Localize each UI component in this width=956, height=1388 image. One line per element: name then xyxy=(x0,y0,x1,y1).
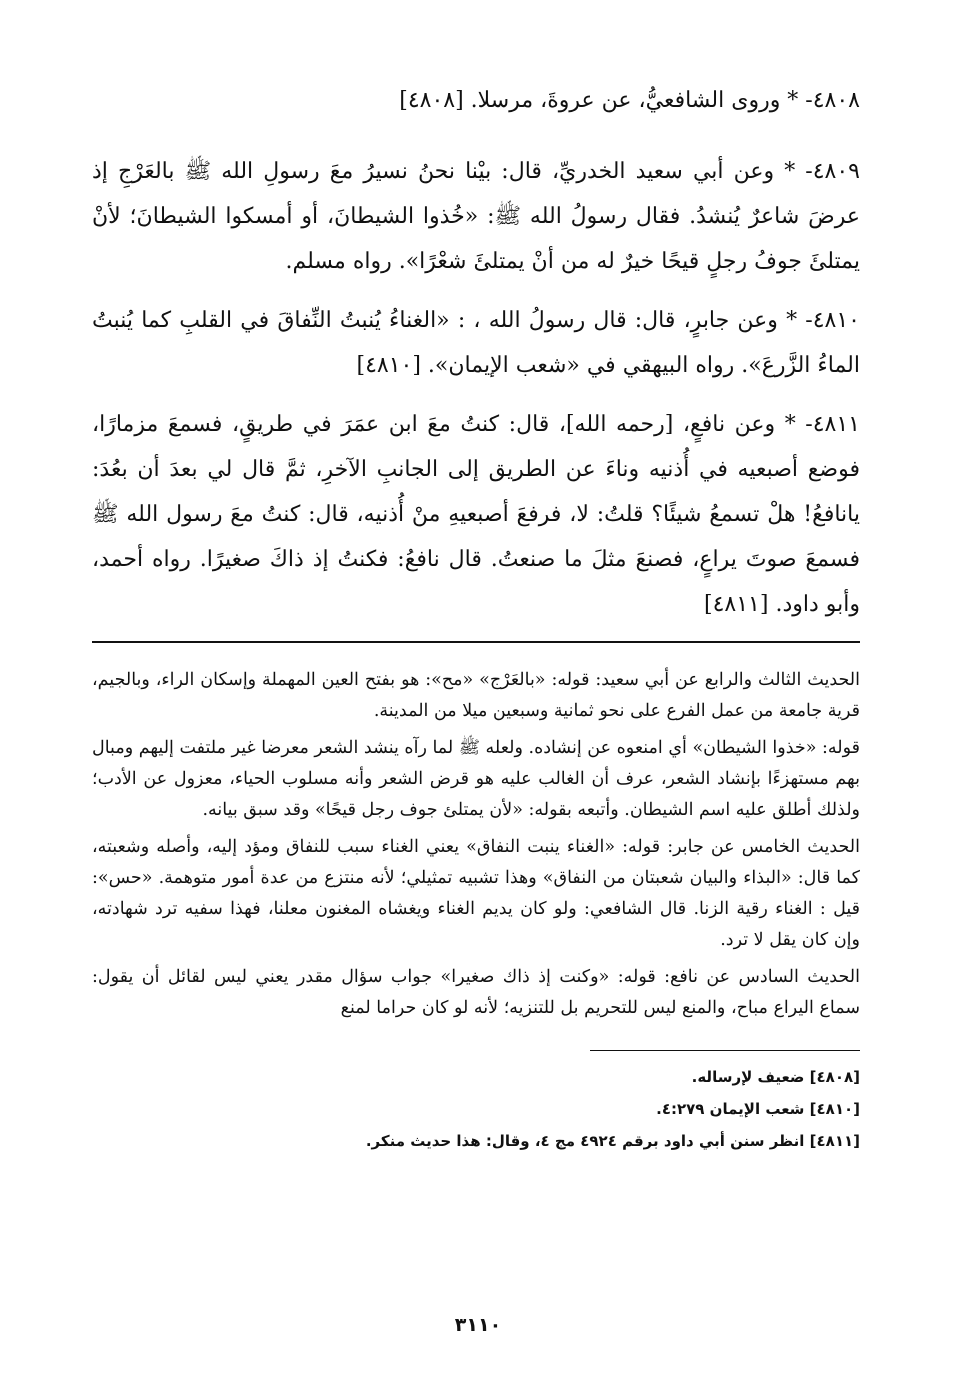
page-number: ٣١١٠ xyxy=(454,1314,502,1336)
footnote-4811: [٤٨١١] انظر سنن أبي داود برقم ٤٩٢٤ مج ٤، وقال: هذا حديث منكر. xyxy=(365,1132,860,1150)
hadith-4810: ٤٨١٠- * وعن جابرٍ، قال: قال رسولُ الله ، : «الغناءُ يُنبتُ النِّفاقَ في القلبِ كما يُنبتُ الماءُ الزَّرعَ». رواه البيهقي في «شعب الإيمان». [٤٨١٠] xyxy=(92,308,860,378)
footnote-4808: [٤٨٠٨] ضعيف لإرساله. xyxy=(691,1068,860,1086)
hadith-4808: ٤٨٠٨- * وروى الشافعيُّ، عن عروةَ، مرسلا. [٤٨٠٨] xyxy=(399,88,860,113)
hadith-4809: ٤٨٠٩- * وعن أبي سعيد الخدريِّ، قال: بيْنا نحنُ نسيرُ معَ رسولِ الله ﷺ بالعَرْجِ إذ عرضَ شاعرٌ يُنشدُ. فقال رسولُ الله ﷺ: «خُذوا الشيطانَ، أو أمسكوا الشيطانَ؛ لأنْ يمتلئَ جوفُ رجلٍ قيحًا خيرٌ له من أنْ يمتلئَ شعْرًا». رواه مسلم. xyxy=(92,159,860,274)
hadith-section xyxy=(92,78,860,627)
commentary-paragraph-3: الحديث الخامس عن جابر: قوله: «الغناء ينبت النفاق» يعني الغناء سبب للنفاق ومؤد إليه، وأصله وشعبته، كما قال: «البذاء والبيان شعبتان من النفاق» وهذا تشبيه تمثيلي؛ لأنه منتزع من عدة أمور متوهمة. «حس»: قيل : الغناء رقية الزنا. قال الشافعي: ولو كان يديم الغناء ويغشاه المغنون معلنا، فهذا سفيه ترد شهادته، وإن كان يقل لا ترد. xyxy=(92,837,860,950)
footnote-4810: [٤٨١٠] شعب الإيمان ٤:٢٧٩. xyxy=(656,1100,860,1118)
footnote-divider xyxy=(590,1050,860,1051)
hadith-4811: ٤٨١١- * وعن نافعٍ، [رحمه الله]، قال: كنتُ معَ ابن عمَرَ في طريقٍ، فسمعَ مزمارًا، فوضع أصبعيه في أُذنيه وناءَ عن الطريق إلى الجانبِ الآخرِ، ثمَّ قال لي بعدَ أن بعُدَ: يانافعُ! هلْ تسمعُ شيئًا؟ قلتُ: لا، فرفعَ أصبعيهِ منْ أُذنيه، قال: كنتُ معَ رسول الله ﷺ فسمعَ صوتَ يراعٍ، فصنعَ مثلَ ما صنعتُ. قال نافعُ: فكنتُ إذ ذاكَ صغيرًا. رواه أحمد، وأبو داود. [٤٨١١] xyxy=(92,412,860,617)
commentary-paragraph-2: قوله: «خذوا الشيطان» أي امنعوه عن إنشاده. ولعله ﷺ لما رآه ينشد الشعر معرضا غير ملتفت إليهم ومبال بهم مستهزءًا بإنشاد الشعر، عرف أن الغالب عليه هو قرض الشعر وأنه مسلوب الحياء، معزول عن الأدب؛ ولذلك أطلق عليه اسم الشيطان. وأتبعه بقوله: «لأن يمتلئ جوف رجل قيحًا» وقد سبق بيانه. xyxy=(92,738,860,820)
footnotes-section xyxy=(92,1061,860,1157)
section-divider xyxy=(92,641,860,643)
commentary-paragraph-1: الحديث الثالث والرابع عن أبي سعيد: قوله: «بالعَرْج» «مح»: هو بفتح العين المهملة وإسكان الراء، وبالجيم، قرية جامعة من عمل الفرع على نحو ثمانية وسبعين ميلا من المدينة. xyxy=(92,670,860,721)
commentary-paragraph-4: الحديث السادس عن نافع: قوله: «وكنت إذ ذاك صغيرا» جواب سؤال مقدر يعني ليس لقائل أن يقول: سماع اليراع مباح، والمنع ليس للتحريم بل للتنزيه؛ لأنه لو كان حراما لمنع xyxy=(92,967,860,1018)
commentary-section xyxy=(92,665,860,1024)
